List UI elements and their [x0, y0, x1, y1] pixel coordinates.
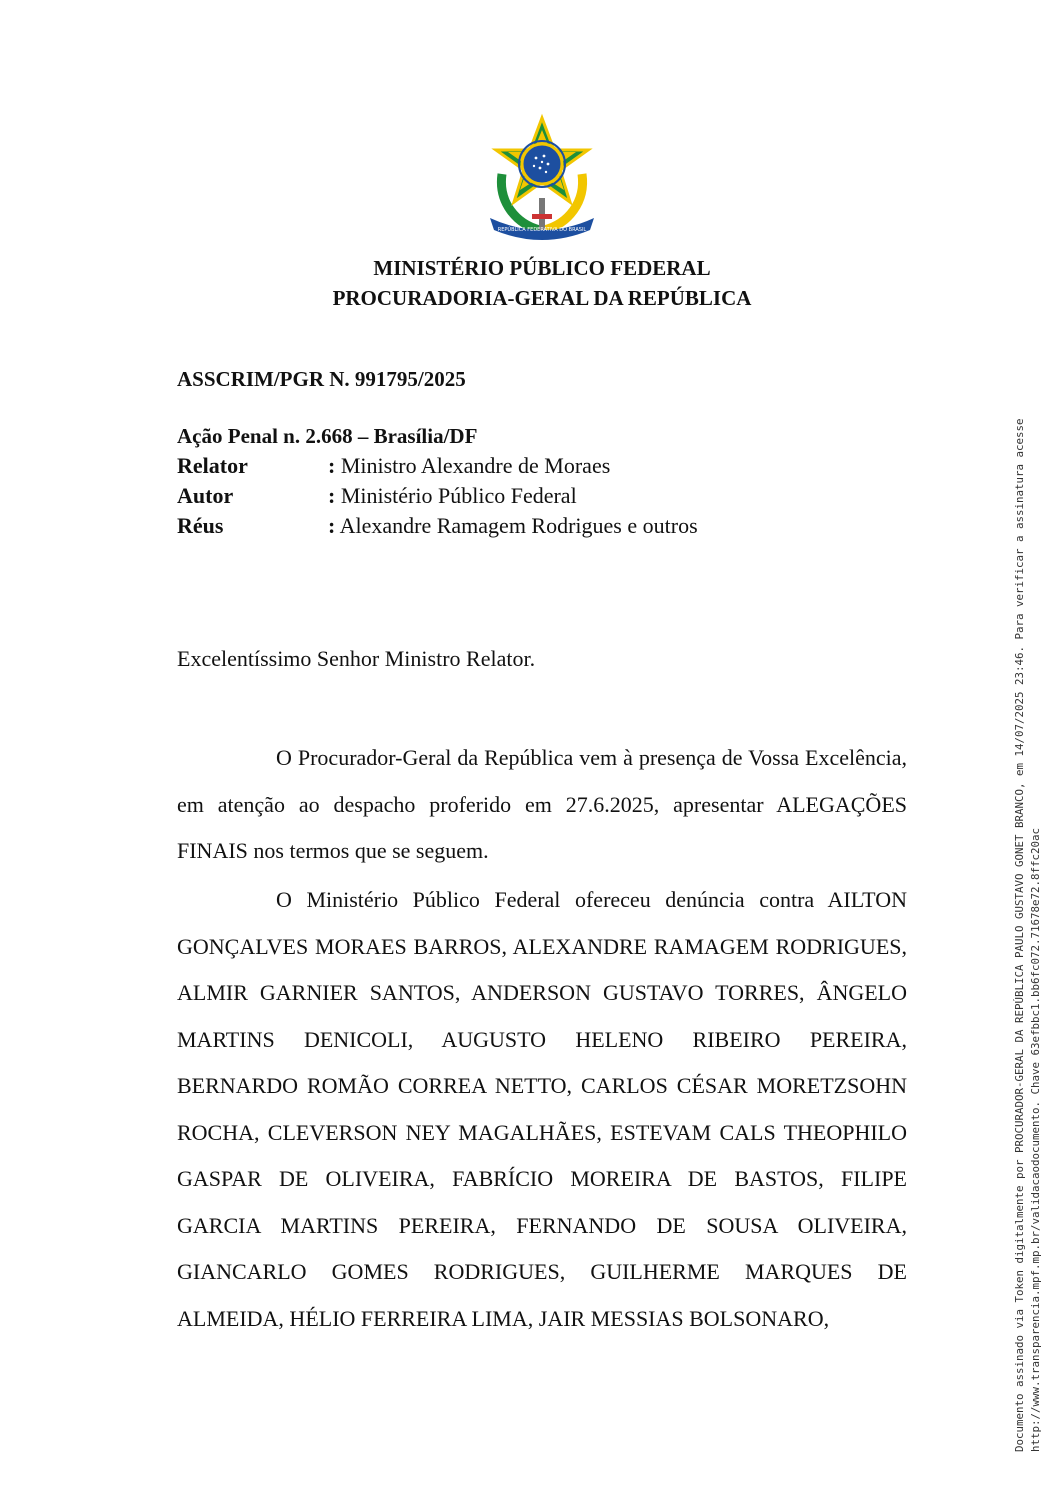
meta-label: Autor	[177, 483, 234, 508]
meta-value: : Alexandre Ramagem Rodrigues e outros	[328, 513, 698, 538]
salutation: Excelentíssimo Senhor Ministro Relator.	[177, 646, 536, 671]
body-paragraph-2: O Ministério Público Federal ofereceu denúncia contra AILTON GONÇALVES MORAES BARROS, ALEXANDRE RAMAGEM RODRIGUES, ALMIR GARNIER SANTOS, ANDERSON GUSTAVO TORRES, ÂNGELO MARTINS DENICOLI, AUGUSTO HELENO RIBEIRO PEREIRA, BERNARDO ROMÃO CORREA NETTO, CARLOS CÉSAR MORETZSOHN ROCHA, CLEVERSON NEY MAGALHÃES, ESTEVAM CALS THEOPHILO GASPAR DE OLIVEIRA, FABRÍCIO MOREIRA DE BASTOS, FILIPE GARCIA MARTINS PEREIRA, FERNANDO DE SOUSA OLIVEIRA, GIANCARLO GOMES RODRIGUES, GUILHERME MARQUES DE ALMEIDA, HÉLIO FERREIRA LIMA, JAIR MESSIAS BOLSONARO,	[177, 887, 907, 1331]
digital-signature-note	[1012, 97, 1048, 1452]
document-reference: ASSCRIM/PGR N. 991795/2025	[177, 367, 466, 391]
meta-label: Réus	[177, 513, 224, 538]
meta-label: Relator	[177, 453, 248, 478]
emblem-inscription: REPÚBLICA FEDERATIVA DO BRASIL	[497, 227, 587, 233]
header-institution: MINISTÉRIO PÚBLICO FEDERAL	[373, 256, 711, 280]
header-department: PROCURADORIA-GERAL DA REPÚBLICA	[332, 286, 752, 310]
case-title: Ação Penal n. 2.668 – Brasília/DF	[177, 424, 478, 448]
signature-line-2: http://www.transparencia.mpf.mp.br/validacaodocumento. Chave 63efbbc1.bb6fc072.71678e72.8ffc20ac	[1029, 827, 1042, 1452]
coat-of-arms-icon	[478, 112, 606, 246]
signature-line-1: Documento assinado via Token digitalmente por PROCURADOR-GERAL DA REPÚBLICA PAULO GUSTAVO GONET BRANCO, em 14/07/2025 23:46. Para verificar a assinatura acesse	[1013, 418, 1026, 1452]
body-paragraph-1: O Procurador-Geral da República vem à presença de Vossa Excelência, em atenção ao despacho proferido em 27.6.2025, apresentar ALEGAÇÕES FINAIS nos termos que se seguem.	[177, 745, 907, 863]
meta-value: : Ministro Alexandre de Moraes	[328, 453, 611, 478]
meta-value: : Ministério Público Federal	[328, 483, 577, 508]
